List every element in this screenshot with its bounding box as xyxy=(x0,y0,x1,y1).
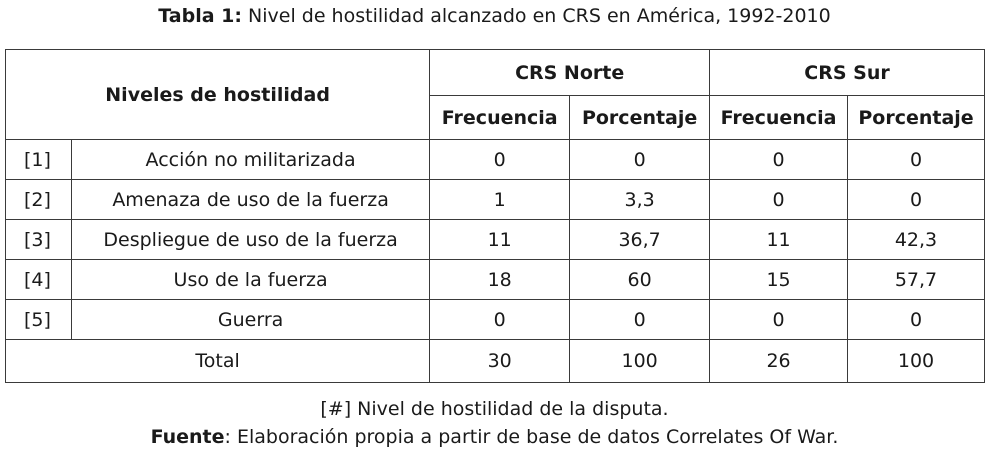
cell: 0 xyxy=(710,300,848,340)
subheader-porcentaje-sur: Porcentaje xyxy=(848,96,985,140)
legend-note: [#] Nivel de hostilidad de la disputa. xyxy=(320,398,669,420)
table-row xyxy=(6,300,985,340)
row-label: Guerra xyxy=(71,300,429,340)
cell: 11 xyxy=(430,220,570,260)
table-row xyxy=(6,260,985,300)
source-label: Fuente xyxy=(150,426,225,448)
cell: 18 xyxy=(430,260,570,300)
cell: 0 xyxy=(848,140,985,180)
row-index: [3] xyxy=(6,220,72,260)
group-header-norte: CRS Norte xyxy=(430,50,710,96)
row-label: Acción no militarizada xyxy=(71,140,429,180)
source-text: : Elaboración propia a partir de base de datos Correlates Of War. xyxy=(224,426,839,448)
cell: 0 xyxy=(570,140,710,180)
table-caption xyxy=(0,4,989,28)
cell: 36,7 xyxy=(570,220,710,260)
cell: 0 xyxy=(430,140,570,180)
subheader-porcentaje-norte: Porcentaje xyxy=(570,96,710,140)
cell: 42,3 xyxy=(848,220,985,260)
source-note xyxy=(0,425,989,449)
row-index: [5] xyxy=(6,300,72,340)
total-cell: 30 xyxy=(430,340,570,383)
row-index: [4] xyxy=(6,260,72,300)
cell: 0 xyxy=(710,180,848,220)
cell: 11 xyxy=(710,220,848,260)
cell: 15 xyxy=(710,260,848,300)
cell: 1 xyxy=(430,180,570,220)
cell: 60 xyxy=(570,260,710,300)
caption-label: Tabla 1: xyxy=(158,5,242,27)
row-label: Despliegue de uso de la fuerza xyxy=(71,220,429,260)
cell: 0 xyxy=(570,300,710,340)
cell: 57,7 xyxy=(848,260,985,300)
subheader-frecuencia-norte: Frecuencia xyxy=(430,96,570,140)
hostility-table xyxy=(5,49,985,383)
table-row xyxy=(6,140,985,180)
cell: 0 xyxy=(430,300,570,340)
total-cell: 100 xyxy=(848,340,985,383)
row-label: Amenaza de uso de la fuerza xyxy=(71,180,429,220)
cell: 0 xyxy=(848,300,985,340)
total-row xyxy=(6,340,985,383)
cell: 0 xyxy=(848,180,985,220)
caption-text: Nivel de hostilidad alcanzado en CRS en América, 1992-2010 xyxy=(248,5,831,27)
table-row xyxy=(6,180,985,220)
cell: 0 xyxy=(710,140,848,180)
row-index: [2] xyxy=(6,180,72,220)
subheader-frecuencia-sur: Frecuencia xyxy=(710,96,848,140)
header-row xyxy=(6,50,985,96)
row-index: [1] xyxy=(6,140,72,180)
group-header-sur: CRS Sur xyxy=(710,50,985,96)
total-cell: 100 xyxy=(570,340,710,383)
row-label: Uso de la fuerza xyxy=(71,260,429,300)
cell: 3,3 xyxy=(570,180,710,220)
table-row xyxy=(6,220,985,260)
total-cell: 26 xyxy=(710,340,848,383)
total-label: Total xyxy=(6,340,430,383)
row-header: Niveles de hostilidad xyxy=(6,50,430,140)
